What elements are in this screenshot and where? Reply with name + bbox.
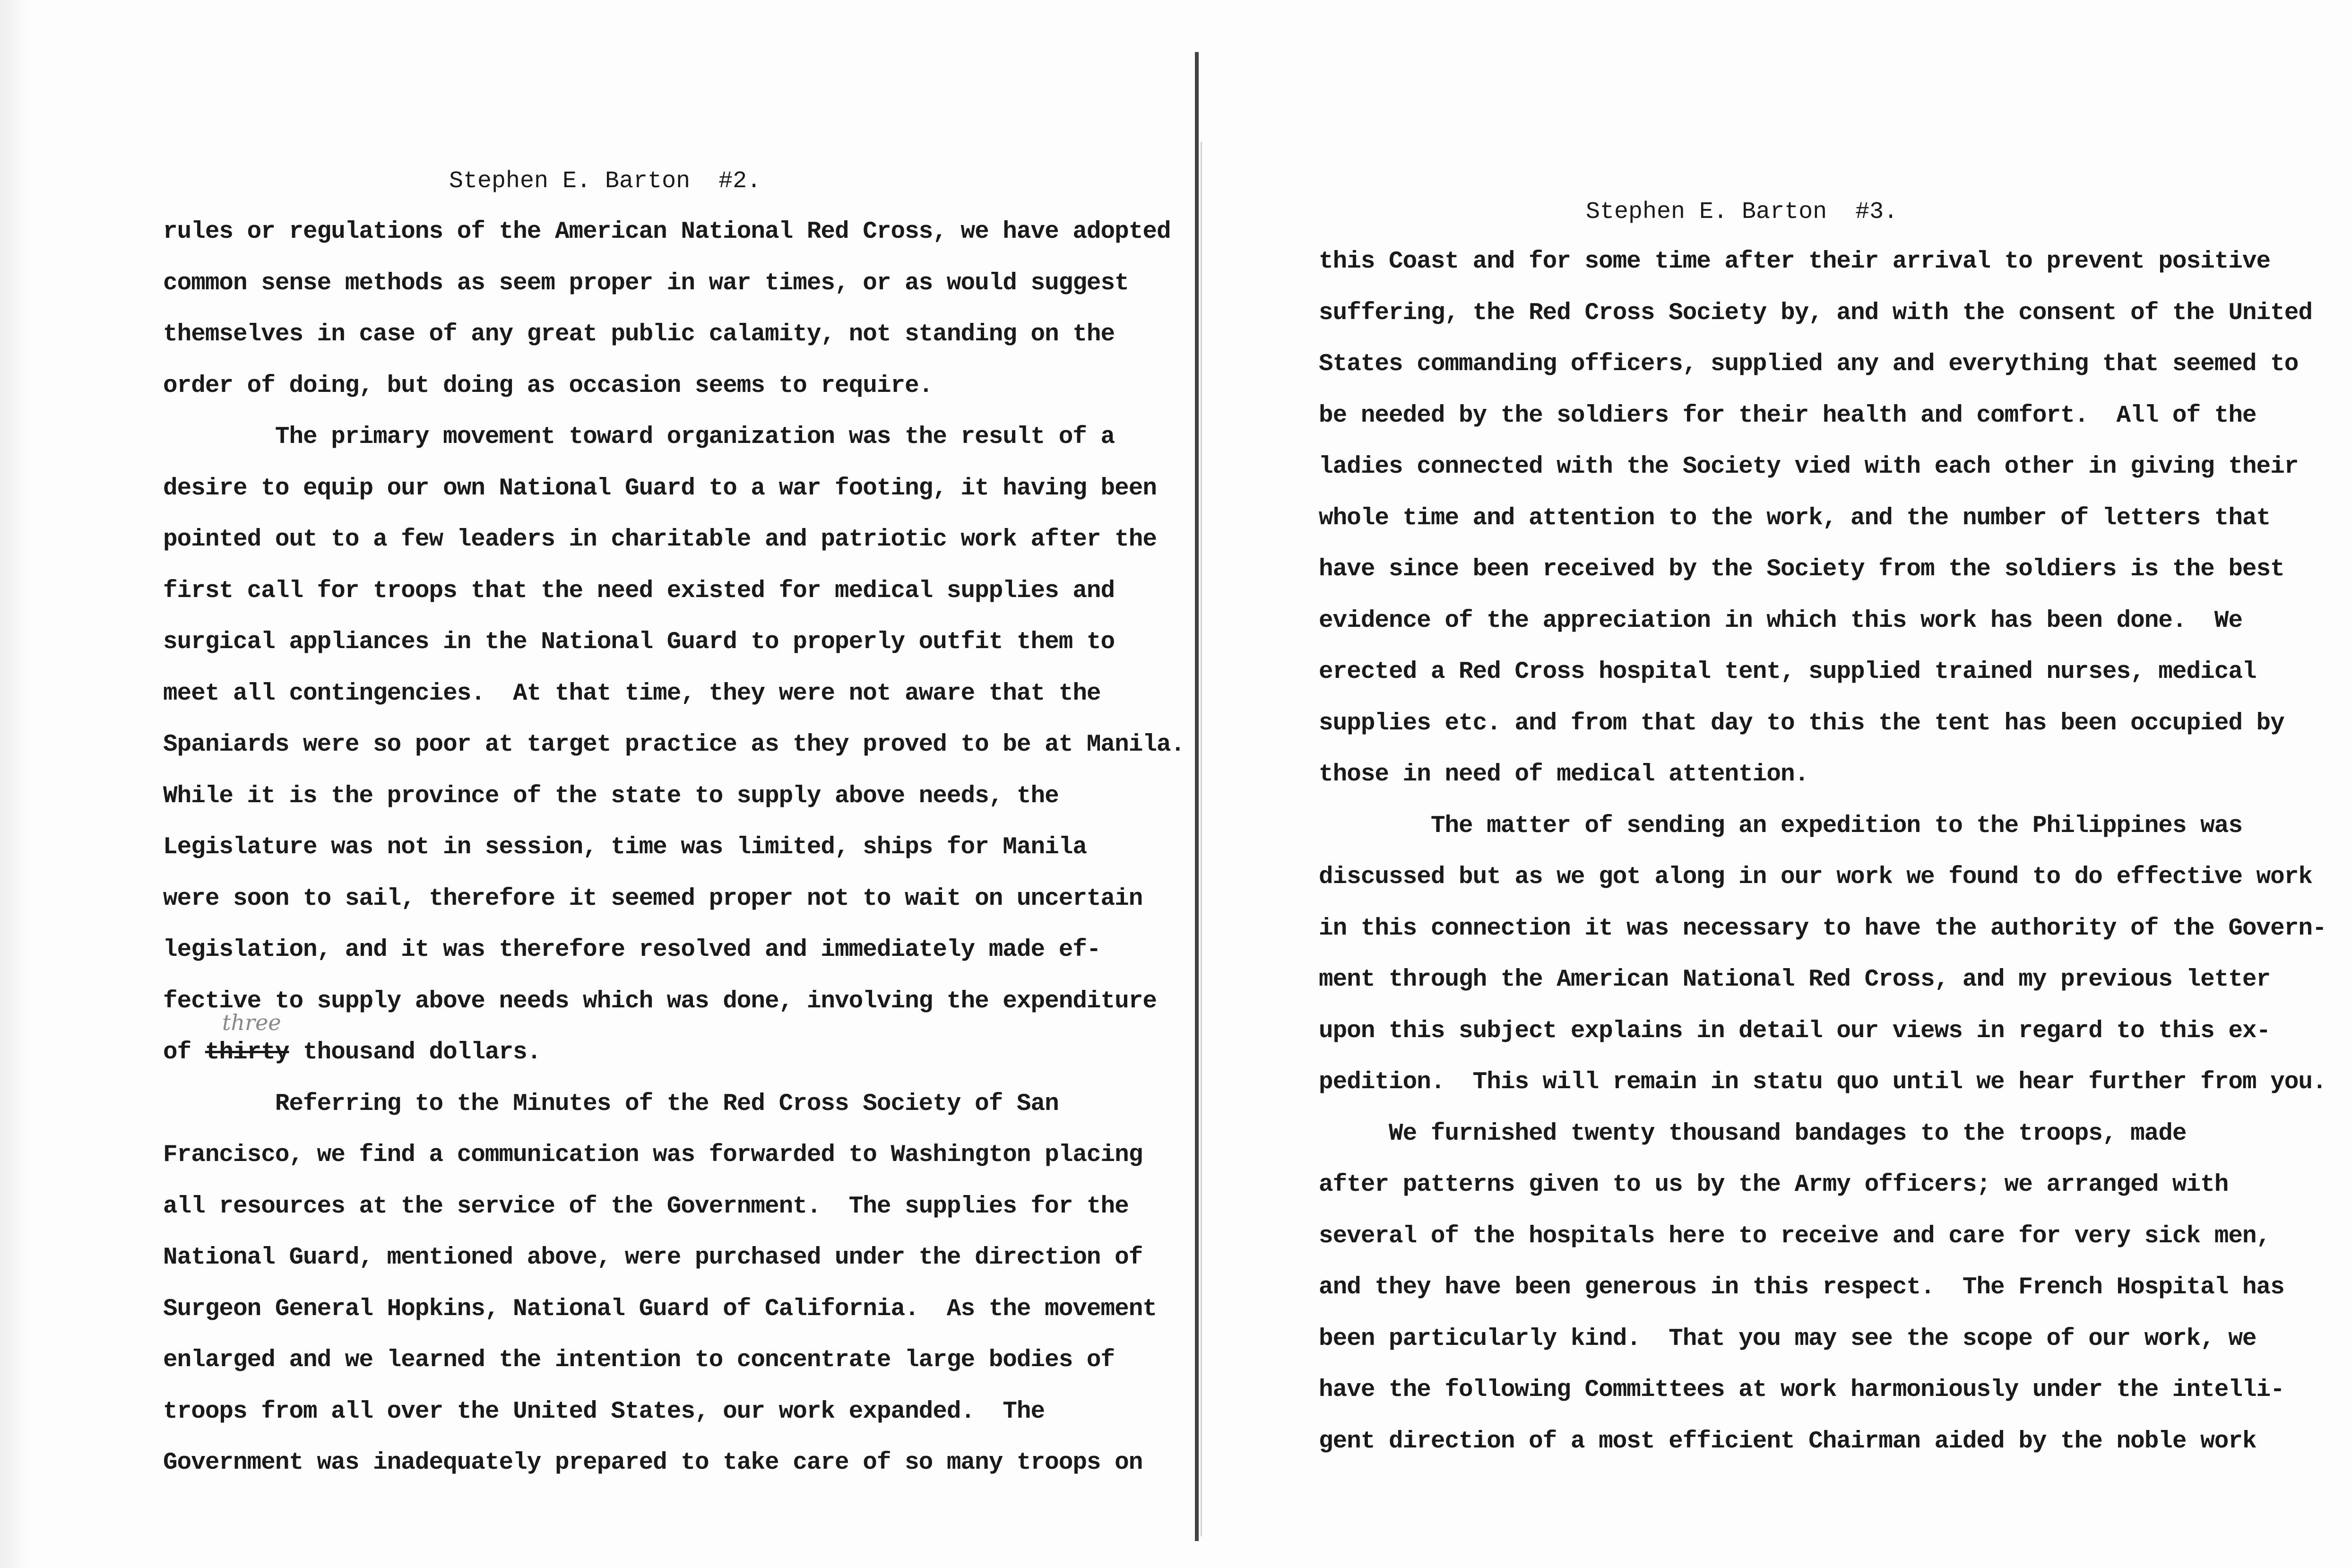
text-line: ment through the American National Red Cross, and my previous letter: [1319, 966, 2271, 993]
page-gutter-shadow: [1201, 142, 1202, 1536]
text-line: several of the hospitals here to receive and care for very sick men,: [1319, 1222, 2271, 1250]
page-header: Stephen E. Barton #3.: [1586, 199, 1898, 225]
text-line: legislation, and it was therefore resolved and immediately made ef-: [163, 936, 1101, 963]
text-line: and they have been generous in this respect. The French Hospital has: [1319, 1274, 2284, 1301]
text-line: suffering, the Red Cross Society by, and with the consent of the United: [1319, 299, 2312, 327]
text-line: ladies connected with the Society vied with each other in giving their: [1319, 453, 2299, 480]
text-line: upon this subject explains in detail our views in regard to this ex-: [1319, 1017, 2271, 1045]
text-line: been particularly kind. That you may see the scope of our work, we: [1319, 1325, 2257, 1352]
text-line: Francisco, we find a communication was forwarded to Washington placing: [163, 1142, 1143, 1169]
text-line: The primary movement toward organization was the result of a: [163, 424, 1115, 450]
text-line: after patterns given to us by the Army officers; we arranged with: [1319, 1171, 2229, 1198]
text-line: surgical appliances in the National Guard to properly outfit them to: [163, 629, 1115, 656]
text-line: erected a Red Cross hospital tent, supplied trained nurses, medical: [1319, 658, 2257, 685]
text-line: evidence of the appreciation in which this work has been done. We: [1319, 607, 2242, 634]
text-line: We furnished twenty thousand bandages to the troops, made: [1319, 1120, 2187, 1147]
text-line: National Guard, mentioned above, were purchased under the direction of: [163, 1244, 1143, 1271]
text-line: themselves in case of any great public calamity, not standing on the: [163, 321, 1115, 348]
text-line: discussed but as we got along in our work we found to do effective work: [1319, 864, 2312, 891]
text-line: common sense methods as seem proper in war times, or as would suggest: [163, 269, 1129, 297]
text-line: The matter of sending an expedition to the Philippines was: [1319, 812, 2242, 840]
text-line: meet all contingencies. At that time, they were not aware that the: [163, 680, 1101, 707]
text-line: all resources at the service of the Government. The supplies for the: [163, 1193, 1129, 1220]
text-line: first call for troops that the need existed for medical supplies and: [163, 577, 1115, 605]
text-line: in this connection it was necessary to have the authority of the Govern-: [1319, 915, 2326, 942]
text-line: order of doing, but doing as occasion seems to require.: [163, 372, 933, 399]
struck-word: thirty: [205, 1039, 289, 1066]
text-line: gent direction of a most efficient Chairman aided by the noble work: [1319, 1428, 2257, 1455]
text-line: Referring to the Minutes of the Red Cross Society of San: [163, 1090, 1059, 1118]
text-line: Spaniards were so poor at target practice as they proved to be at Manila.: [163, 731, 1185, 758]
amount-line: [163, 1039, 541, 1066]
text-line: pointed out to a few leaders in charitable and patriotic work after the: [163, 526, 1157, 553]
text-line: were soon to sail, therefore it seemed proper not to wait on uncertain: [163, 885, 1143, 912]
page-header: Stephen E. Barton #2.: [449, 168, 761, 195]
text-line: enlarged and we learned the intention to concentrate large bodies of: [163, 1347, 1115, 1374]
text-line: rules or regulations of the American National Red Cross, we have adopted: [163, 218, 1171, 245]
text-line: have the following Committees at work harmoniously under the intelli-: [1319, 1377, 2284, 1403]
text-line: desire to equip our own National Guard to a war footing, it having been: [163, 475, 1157, 502]
text-line: this Coast and for some time after their arrival to prevent positive: [1319, 248, 2271, 275]
amount-text: of: [163, 1039, 205, 1066]
text-line: While it is the province of the state to supply above needs, the: [163, 782, 1059, 810]
text-line: whole time and attention to the work, and the number of letters that: [1319, 504, 2271, 532]
right-page: [1203, 0, 2352, 1568]
amount-text: thousand dollars.: [289, 1039, 541, 1066]
text-line: Surgeon General Hopkins, National Guard of California. As the movement: [163, 1295, 1157, 1323]
text-line: fective to supply above needs which was done, involving the expenditure: [163, 988, 1157, 1015]
handwritten-correction: three: [222, 1010, 281, 1035]
text-line: troops from all over the United States, our work expanded. The: [163, 1398, 1045, 1425]
text-line: those in need of medical attention.: [1319, 761, 1809, 788]
text-line: Government was inadequately prepared to take care of so many troops on: [163, 1449, 1143, 1476]
text-line: supplies etc. and from that day to this the tent has been occupied by: [1319, 710, 2284, 737]
text-line: be needed by the soldiers for their health and comfort. All of the: [1319, 402, 2257, 429]
text-line: States commanding officers, supplied any and everything that seemed to: [1319, 351, 2299, 378]
text-line: Legislature was not in session, time was limited, ships for Manila: [163, 834, 1087, 861]
text-line: pedition. This will remain in statu quo until we hear further from you.: [1319, 1069, 2326, 1096]
text-line: have since been received by the Society from the soldiers is the best: [1319, 556, 2284, 583]
